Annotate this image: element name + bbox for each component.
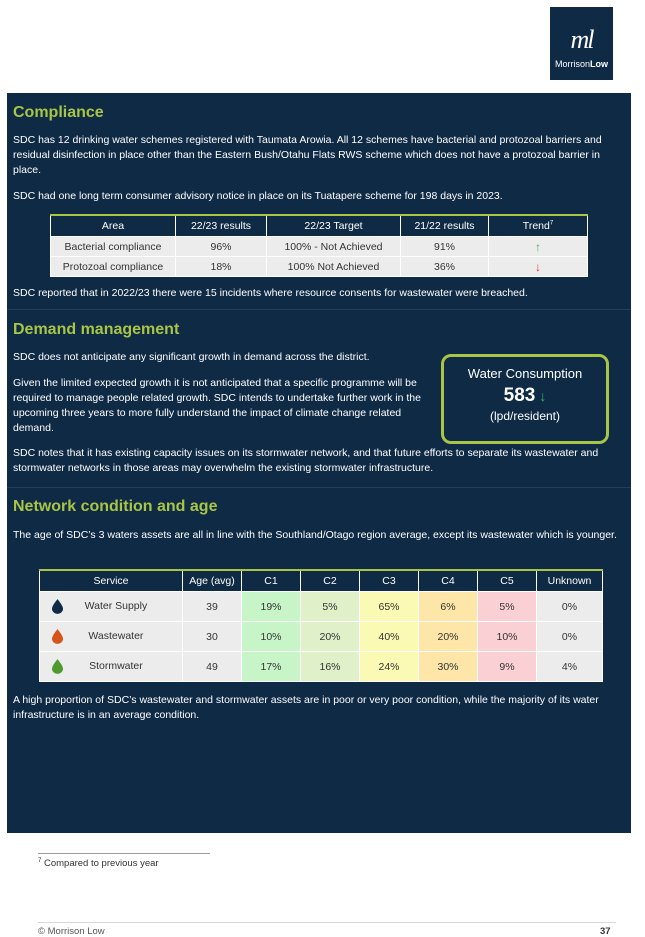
water-consumption-label: Water Consumption bbox=[467, 366, 583, 381]
water-drop-icon bbox=[52, 599, 63, 614]
cell-c2: 5% bbox=[301, 592, 360, 622]
col-c3: C3 bbox=[360, 570, 419, 592]
network-heading: Network condition and age bbox=[13, 498, 218, 515]
demand-paragraph-3: SDC notes that it has existing capacity issues on its stormwater network, and that future efforts to separate its wastewater and stormwater networks in those areas may overwhelm the existing stormwater infrastructure. bbox=[13, 447, 599, 474]
footnote: $^7$ Compared to previous year bbox=[38, 858, 159, 870]
cell-2122: 91% bbox=[401, 237, 489, 257]
footnote-divider bbox=[38, 853, 210, 854]
footer-divider bbox=[38, 922, 616, 923]
cell-age: 39 bbox=[183, 592, 242, 622]
cell-c3: 24% bbox=[360, 652, 419, 682]
cell-service: Stormwater bbox=[40, 652, 183, 682]
table-row bbox=[40, 652, 603, 682]
footer-copyright: © Morrison Low bbox=[38, 926, 105, 937]
col-c5: C5 bbox=[478, 570, 537, 592]
demand-heading: Demand management bbox=[13, 321, 180, 338]
stormwater-drop-icon bbox=[52, 659, 63, 674]
compliance-paragraph-1: SDC has 12 drinking water schemes registered with Taumata Arowia. All 12 schemes have bacterial and protozoal barriers and residual disinfection in place other than the Eastern Bush/Otahu Flats RWS scheme which does not have a protozoal barrier in place. bbox=[13, 134, 602, 176]
cell-c2: 20% bbox=[301, 622, 360, 652]
cell-service: Water Supply bbox=[40, 592, 183, 622]
cell-service: Wastewater bbox=[40, 622, 183, 652]
cell-c3: 65% bbox=[360, 592, 419, 622]
col-2223-target: 22/23 Target bbox=[267, 215, 401, 237]
cell-unknown: 0% bbox=[537, 622, 603, 652]
cell-age: 49 bbox=[183, 652, 242, 682]
water-consumption-unit: (lpd/resident) bbox=[489, 409, 561, 423]
cell-2223: 18% bbox=[176, 257, 267, 277]
compliance-table bbox=[50, 214, 588, 277]
cell-c4: 30% bbox=[419, 652, 478, 682]
water-consumption-callout bbox=[441, 354, 609, 444]
cell-target: 100% - Not Achieved bbox=[267, 237, 401, 257]
page-number: 37 bbox=[600, 926, 611, 937]
network-paragraph-1: The age of SDC’s 3 waters assets are all in line with the Southland/Otago region average, except its wastewater which is younger. bbox=[13, 529, 617, 541]
cell-area: Protozoal compliance bbox=[51, 257, 176, 277]
trend-up-icon: ↑ bbox=[535, 239, 541, 254]
col-c1: C1 bbox=[242, 570, 301, 592]
cell-c3: 40% bbox=[360, 622, 419, 652]
col-2223-results: 22/23 results bbox=[176, 215, 267, 237]
demand-paragraph-2: Given the limited expected growth it is not anticipated that a specific programme will be required to manage people related growth. SDC intends to undertake further work in the upcoming three years to more fully understand the impact of climate change related demand. bbox=[13, 377, 421, 434]
cell-c1: 17% bbox=[242, 652, 301, 682]
cell-area: Bacterial compliance bbox=[51, 237, 176, 257]
table-row bbox=[51, 257, 588, 277]
morrison-low-logo bbox=[550, 7, 613, 80]
compliance-paragraph-3: SDC reported that in 2022/23 there were 15 incidents where resource consents for wastewater were breached. bbox=[13, 287, 528, 299]
cell-c4: 6% bbox=[419, 592, 478, 622]
network-condition-table bbox=[39, 569, 603, 682]
section-divider bbox=[7, 487, 631, 488]
col-c4: C4 bbox=[419, 570, 478, 592]
cell-target: 100% Not Achieved bbox=[267, 257, 401, 277]
table-row bbox=[40, 592, 603, 622]
col-unknown: Unknown bbox=[537, 570, 603, 592]
cell-trend bbox=[489, 257, 588, 277]
cell-age: 30 bbox=[183, 622, 242, 652]
section-divider bbox=[7, 309, 631, 310]
col-c2: C2 bbox=[301, 570, 360, 592]
cell-c1: 19% bbox=[242, 592, 301, 622]
logo-name: MorrisonLow bbox=[554, 59, 608, 69]
content-panel bbox=[7, 93, 631, 833]
col-2122-results: 21/22 results bbox=[401, 215, 489, 237]
network-paragraph-2: A high proportion of SDC’s wastewater and stormwater assets are in poor or very poor condition, while the majority of its water infrastructure is in an average condition. bbox=[13, 694, 599, 721]
cell-c5: 9% bbox=[478, 652, 537, 682]
cell-c1: 10% bbox=[242, 622, 301, 652]
cell-unknown: 0% bbox=[537, 592, 603, 622]
table-row bbox=[51, 237, 588, 257]
cell-c5: 5% bbox=[478, 592, 537, 622]
cell-trend bbox=[489, 237, 588, 257]
col-area: Area bbox=[51, 215, 176, 237]
compliance-heading: Compliance bbox=[13, 104, 104, 121]
col-trend: Trend$^7$ bbox=[489, 215, 588, 237]
wastewater-drop-icon bbox=[52, 629, 63, 644]
demand-paragraph-1: SDC does not anticipate any significant growth in demand across the district. bbox=[13, 351, 370, 363]
table-row bbox=[40, 622, 603, 652]
cell-2122: 36% bbox=[401, 257, 489, 277]
logo-mark: ml bbox=[570, 25, 593, 54]
arrow-down-icon: ↓ bbox=[539, 388, 547, 404]
col-age: Age (avg) bbox=[183, 570, 242, 592]
cell-2223: 96% bbox=[176, 237, 267, 257]
cell-unknown: 4% bbox=[537, 652, 603, 682]
cell-c2: 16% bbox=[301, 652, 360, 682]
cell-c4: 20% bbox=[419, 622, 478, 652]
compliance-paragraph-2: SDC had one long term consumer advisory notice in place on its Tuatapere scheme for 198 days in 2023. bbox=[13, 190, 503, 202]
cell-c5: 10% bbox=[478, 622, 537, 652]
water-consumption-value: 583 ↓ bbox=[503, 385, 547, 406]
trend-down-icon: ↓ bbox=[535, 259, 541, 274]
col-service: Service bbox=[40, 570, 183, 592]
